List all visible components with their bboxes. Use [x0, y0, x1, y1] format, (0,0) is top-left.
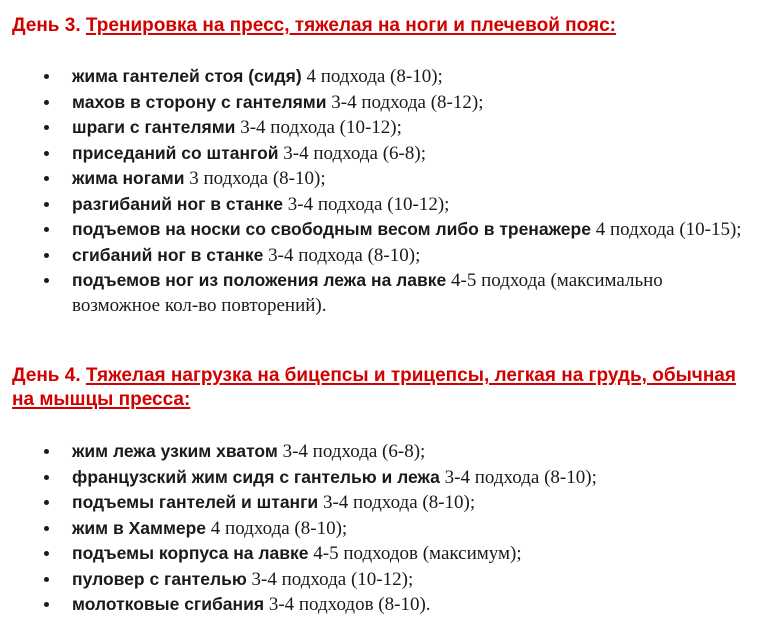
exercise-item: [0, 592, 752, 618]
exercise-detail: 4 подхода (8-10);: [206, 517, 348, 539]
bullet-icon: [44, 125, 49, 130]
exercise-item: [0, 90, 752, 116]
exercise-item: [0, 192, 752, 218]
bullet-icon: [44, 577, 49, 582]
exercise-item: [0, 115, 752, 141]
exercise-item: [0, 567, 752, 593]
exercise-name: шраги с гантелями: [72, 117, 236, 137]
exercise-name: приседаний со штангой: [72, 142, 279, 163]
exercise-name: французский жим сидя с гантелью и лежа: [72, 466, 440, 487]
exercise-detail: 3-4 подхода (8-12);: [326, 91, 484, 113]
exercise-name: махов в сторону с гантелями: [72, 91, 327, 112]
exercise-detail: 3-4 подхода (6-8);: [278, 142, 426, 164]
bullet-icon: [44, 227, 49, 232]
exercise-item: [0, 541, 752, 567]
exercise-detail: 3-4 подхода (10-12);: [283, 193, 450, 215]
exercise-item: [0, 64, 752, 90]
bullet-icon: [44, 202, 49, 207]
bullet-icon: [44, 526, 49, 531]
day4-prefix: День 4.: [12, 365, 86, 386]
exercise-name: подъемов ног из положения лежа на лавке: [72, 270, 447, 290]
exercise-name: сгибаний ног в станке: [72, 244, 264, 265]
exercise-detail: 3-4 подхода (10-12);: [235, 117, 402, 138]
day3-exercise-list: [0, 64, 760, 318]
exercise-name: подъемы корпуса на лавке: [72, 543, 309, 563]
exercise-detail: 4-5 подходов (максимум);: [308, 543, 522, 564]
bullet-icon: [44, 475, 49, 480]
exercise-name: жима гантелей стоя (сидя): [72, 66, 302, 86]
bullet-icon: [44, 253, 49, 258]
exercise-item: [0, 516, 752, 542]
day4-title: Тяжелая нагрузка на бицепсы и трицепсы, легкая на грудь, обычная на мышцы пресса:: [12, 365, 736, 410]
exercise-name: жима ногами: [72, 168, 185, 188]
exercise-item: [0, 217, 752, 243]
exercise-name: молотковые сгибания: [72, 594, 265, 614]
exercise-item: [0, 243, 752, 269]
exercise-detail: 3-4 подхода (8-10);: [318, 492, 476, 513]
exercise-detail: 3-4 подхода (10-12);: [246, 568, 414, 590]
exercise-item: [0, 490, 752, 516]
exercise-name: жим в Хаммере: [72, 517, 207, 538]
exercise-detail: 4 подхода (8-10);: [301, 66, 443, 87]
bullet-icon: [44, 278, 49, 283]
exercise-detail: 4 подхода (10-15);: [590, 219, 742, 240]
bullet-icon: [44, 100, 49, 105]
exercise-item: [0, 141, 752, 167]
exercise-detail: 3-4 подхода (6-8);: [277, 441, 426, 462]
exercise-detail: 3-4 подхода (8-10);: [263, 244, 421, 266]
exercise-item: [0, 166, 752, 192]
exercise-detail: 3-4 подхода (8-10);: [439, 466, 597, 488]
day3-prefix: День 3.: [12, 15, 86, 36]
exercise-item: [0, 439, 752, 465]
exercise-name: разгибаний ног в станке: [72, 193, 283, 214]
day4-exercise-list: [0, 439, 760, 618]
bullet-icon: [44, 449, 49, 454]
exercise-name: пуловер с гантелью: [72, 568, 247, 589]
exercise-name: подъемы гантелей и штанги: [72, 492, 319, 512]
bullet-icon: [44, 551, 49, 556]
day3-heading: [12, 14, 752, 38]
bullet-icon: [44, 151, 49, 156]
day3-title: Тренировка на пресс, тяжелая на ноги и плечевой пояс:: [85, 15, 616, 36]
exercise-detail: 4-5 подхода (максимально возможное кол-во повторений).: [72, 270, 663, 316]
exercise-name: жим лежа узким хватом: [72, 441, 278, 461]
exercise-item: [0, 268, 752, 318]
bullet-icon: [44, 74, 49, 79]
bullet-icon: [44, 176, 49, 181]
exercise-name: подъемов на носки со свободным весом либо в тренажере: [72, 219, 591, 239]
bullet-icon: [44, 500, 49, 505]
exercise-detail: 3 подхода (8-10);: [184, 168, 326, 189]
exercise-detail: 3-4 подходов (8-10).: [264, 594, 431, 615]
exercise-item: [0, 465, 752, 491]
bullet-icon: [44, 602, 49, 607]
day4-heading: [12, 364, 752, 412]
